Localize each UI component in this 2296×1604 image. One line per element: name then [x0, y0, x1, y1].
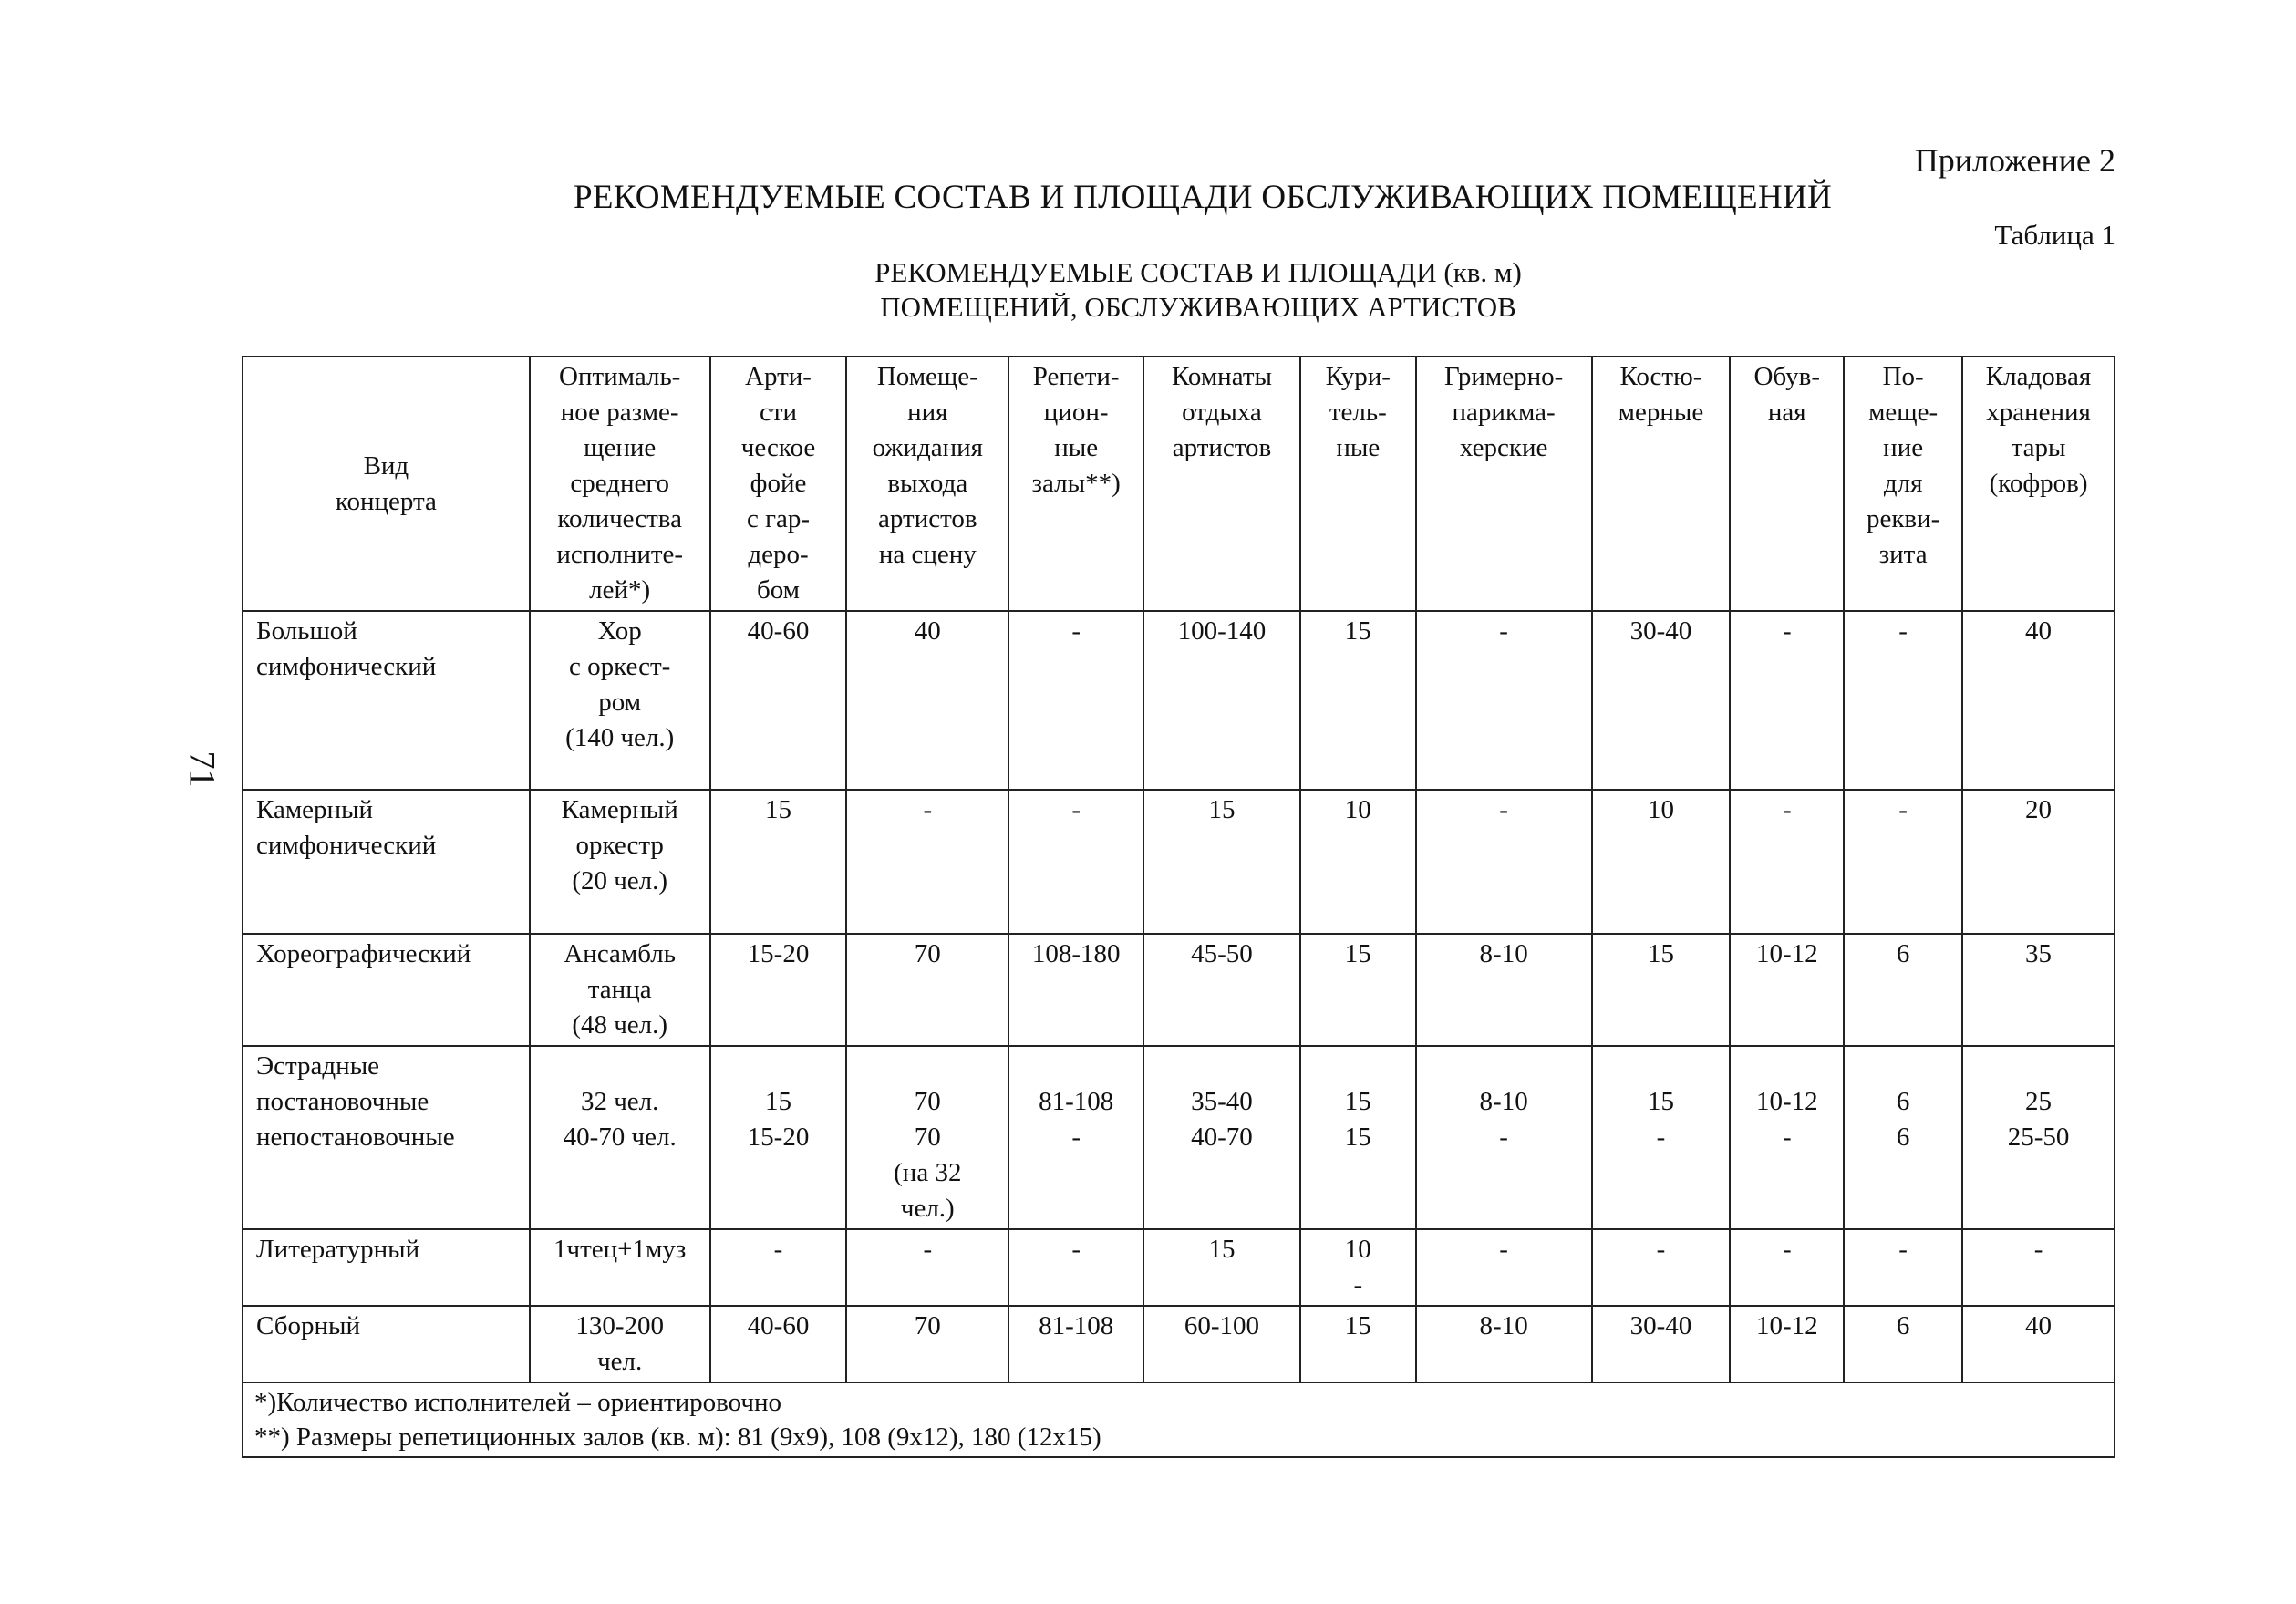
cell-line: 10 [1344, 795, 1371, 824]
header-line: рекви- [1866, 504, 1940, 533]
cell-line: 15 [1647, 1087, 1674, 1116]
table-cell [710, 790, 847, 934]
header-line: Обув- [1753, 362, 1820, 391]
cell-line: 40-70 чел. [563, 1123, 677, 1152]
cell-line: 35-40 [1191, 1087, 1253, 1116]
table-subtitle [0, 255, 2296, 325]
header-line: концерта [335, 486, 437, 516]
table-cell [1592, 934, 1731, 1046]
cell-line: Хор [597, 616, 642, 646]
cell-line: 70 [914, 1087, 941, 1116]
cell-line: 81-108 [1039, 1087, 1114, 1116]
cell-line: 70 [914, 1123, 941, 1152]
column-header-7 [1416, 357, 1592, 611]
column-header-0 [243, 357, 530, 611]
table-cell [1592, 1229, 1731, 1306]
column-header-10 [1844, 357, 1962, 611]
table-cell [710, 1229, 847, 1306]
header-line: сти [759, 398, 798, 427]
cell-line: оркестр [575, 831, 664, 860]
cell-line: - [923, 1235, 933, 1264]
header-line: (кофров) [1989, 469, 2088, 498]
cell-line: 6 [1896, 1311, 1910, 1340]
header-line: ожидания [872, 433, 983, 462]
header-line: с гар- [746, 504, 811, 533]
table-cell [1844, 1229, 1962, 1306]
header-line: зита [1878, 540, 1928, 569]
header-line: бом [756, 575, 801, 605]
cell-line: - [1071, 1123, 1081, 1152]
cell-line: - [1353, 1270, 1363, 1299]
table-cell [846, 1046, 1008, 1229]
table-cell [1416, 1229, 1592, 1306]
table-cell [1592, 1046, 1731, 1229]
table-cell [1730, 1046, 1844, 1229]
cell-line: - [1782, 795, 1792, 824]
cell-line: 70 [914, 1311, 941, 1340]
cell-line [1307, 1049, 1410, 1084]
concert-type-line: симфонический [256, 831, 437, 860]
header-line: залы**) [1031, 469, 1121, 498]
cell-line: чел. [597, 1347, 643, 1376]
header-line: Арти- [745, 362, 812, 391]
page-number: 71 [181, 750, 223, 788]
main-title: РЕКОМЕНДУЕМЫЕ СОСТАВ И ПЛОЩАДИ ОБСЛУЖИВАЮЩИХ ПОМЕЩЕНИЙ [573, 179, 1833, 216]
cell-line: 15 [1344, 616, 1371, 646]
cell-line [1150, 1049, 1294, 1084]
cell-line: (140 чел.) [565, 723, 675, 752]
cell-line: 15 [1208, 795, 1236, 824]
table-cell [1008, 1229, 1143, 1306]
concert-type-line: Эстрадные [256, 1051, 380, 1081]
table-cell [710, 611, 847, 790]
table-row [243, 611, 2115, 790]
table-cell [530, 1306, 710, 1382]
cell-line: (на 32 [894, 1158, 962, 1187]
table-cell [1730, 611, 1844, 790]
cell-line: 60-100 [1184, 1311, 1260, 1340]
cell-line: (48 чел.) [572, 1010, 668, 1040]
header-line: парикма- [1452, 398, 1556, 427]
table-cell [1143, 790, 1300, 934]
cell-line: 6 [1896, 1123, 1910, 1152]
cell-line: - [1499, 795, 1508, 824]
table-cell [1844, 611, 1962, 790]
table-cell [1592, 611, 1731, 790]
table-label: Таблица 1 [1994, 219, 2115, 251]
cell-line: 1чтец+1муз [553, 1235, 687, 1264]
table-cell [530, 790, 710, 934]
table-cell [1143, 1306, 1300, 1382]
cell-line: 40 [2025, 616, 2053, 646]
cell-line: 32 чел. [580, 1087, 659, 1116]
cell-line [1736, 1049, 1837, 1084]
header-line: По- [1882, 362, 1924, 391]
cell-line: - [1898, 616, 1908, 646]
table-cell [1008, 790, 1143, 934]
header-line: хранения [1986, 398, 2091, 427]
cell-line [717, 1049, 841, 1084]
table-cell [1592, 790, 1731, 934]
table-cell [846, 790, 1008, 934]
column-header-9 [1730, 357, 1844, 611]
header-line: для [1883, 469, 1923, 498]
concert-type-cell [243, 1229, 530, 1306]
column-header-6 [1300, 357, 1416, 611]
table-cell [846, 1229, 1008, 1306]
header-line: количества [557, 504, 682, 533]
cell-line: 81-108 [1039, 1311, 1114, 1340]
table-cell [710, 1306, 847, 1382]
cell-line: - [1656, 1235, 1666, 1264]
table-cell [1008, 1306, 1143, 1382]
header-line: цион- [1043, 398, 1109, 427]
table-cell [1730, 934, 1844, 1046]
cell-line: - [1782, 1123, 1792, 1152]
subtitle-line-2: ПОМЕЩЕНИЙ, ОБСЛУЖИВАЮЩИХ АРТИСТОВ [880, 291, 1516, 323]
cell-line [1422, 1049, 1586, 1084]
table-cell [1416, 1046, 1592, 1229]
cell-line: 15 [1647, 939, 1674, 968]
table-cell [1143, 934, 1300, 1046]
table-cell [1008, 934, 1143, 1046]
cell-line: - [1071, 616, 1081, 646]
table-cell [1416, 611, 1592, 790]
table-cell [1962, 611, 2115, 790]
table-header-row [243, 357, 2115, 611]
cell-line: - [1782, 616, 1792, 646]
cell-line: 10 [1647, 795, 1674, 824]
cell-line: Ансамбль [564, 939, 677, 968]
concert-type-line: Хореографический [256, 939, 471, 968]
cell-line: 25-50 [2007, 1123, 2070, 1152]
cell-line: 100-140 [1177, 616, 1267, 646]
table-row [243, 790, 2115, 934]
table-cell [530, 611, 710, 790]
note-1: *)Количество исполнителей – ориентировочно [254, 1388, 782, 1417]
cell-line: 30-40 [1629, 1311, 1692, 1340]
header-line: деро- [748, 540, 809, 569]
header-line: тель- [1329, 398, 1387, 427]
header-line: ные [1054, 433, 1099, 462]
cell-line [1969, 1049, 2108, 1084]
cell-line: 25 [2025, 1087, 2053, 1116]
concert-type-line: Сборный [256, 1311, 360, 1340]
table-cell [1962, 790, 2115, 934]
table-cell [1416, 790, 1592, 934]
cell-line: 10-12 [1755, 1311, 1818, 1340]
notes-cell [243, 1382, 2115, 1457]
cell-line: - [2033, 1235, 2043, 1264]
cell-line: 15 [765, 1087, 791, 1116]
cell-line: - [923, 795, 933, 824]
cell-line: 6 [1896, 939, 1910, 968]
table-cell [1730, 1306, 1844, 1382]
concert-type-cell [243, 934, 530, 1046]
cell-line: - [1499, 616, 1508, 646]
header-line: артистов [1172, 433, 1272, 462]
table-cell [1300, 934, 1416, 1046]
table-cell [1300, 790, 1416, 934]
table-cell [530, 1229, 710, 1306]
cell-line: 70 [914, 939, 941, 968]
cell-line: чел.) [900, 1194, 955, 1223]
table-cell [1592, 1306, 1731, 1382]
table-cell [1730, 790, 1844, 934]
header-line: ние [1883, 433, 1924, 462]
header-line: Комнаты [1171, 362, 1272, 391]
table-cell [1730, 1229, 1844, 1306]
column-header-1 [530, 357, 710, 611]
cell-line: 15-20 [747, 1123, 810, 1152]
appendix-label: Приложение 2 [1914, 142, 2115, 179]
table-cell [1143, 1229, 1300, 1306]
concert-type-line: непостановочные [256, 1123, 455, 1152]
cell-line: 6 [1896, 1087, 1910, 1116]
header-line: исполните- [556, 540, 684, 569]
table-cell [846, 1306, 1008, 1382]
cell-line: 15 [1344, 1087, 1371, 1116]
cell-line: 15-20 [747, 939, 810, 968]
cell-line: 10 [1344, 1235, 1371, 1264]
header-line: меще- [1868, 398, 1939, 427]
table-cell [1962, 1306, 2115, 1382]
cell-line: - [1071, 1235, 1081, 1264]
cell-line: - [1898, 795, 1908, 824]
column-header-2 [710, 357, 847, 611]
cell-line [1850, 1049, 1956, 1084]
cell-line: 15 [765, 795, 791, 824]
header-line: Гримерно- [1443, 362, 1564, 391]
cell-line: - [1071, 795, 1081, 824]
notes-row [243, 1382, 2115, 1457]
table-cell [1844, 790, 1962, 934]
header-line: ния [907, 398, 948, 427]
concert-type-cell [243, 611, 530, 790]
header-line: отдыха [1182, 398, 1262, 427]
subtitle-line-1: РЕКОМЕНДУЕМЫЕ СОСТАВ И ПЛОЩАДИ (кв. м) [874, 256, 1522, 288]
header-line: ное разме- [560, 398, 679, 427]
cell-line: - [1499, 1123, 1508, 1152]
header-line: Костю- [1619, 362, 1702, 391]
table-cell [1300, 1229, 1416, 1306]
header-line: лей*) [589, 575, 651, 605]
cell-line: - [1499, 1235, 1508, 1264]
column-header-4 [1008, 357, 1143, 611]
rooms-table [242, 356, 2115, 1458]
cell-line: танца [587, 975, 652, 1004]
header-line: херские [1459, 433, 1548, 462]
cell-line: 10-12 [1755, 1087, 1818, 1116]
header-line: выхода [887, 469, 968, 498]
cell-line: 15 [1344, 1123, 1371, 1152]
table-cell [1300, 1306, 1416, 1382]
header-line: артистов [878, 504, 977, 533]
cell-line: 40 [914, 616, 941, 646]
concert-type-line: постановочные [256, 1087, 429, 1116]
cell-line: - [1656, 1123, 1666, 1152]
cell-line [536, 1049, 704, 1084]
cell-line: 10-12 [1755, 939, 1818, 968]
table-row [243, 934, 2115, 1046]
header-line: Репети- [1032, 362, 1120, 391]
concert-type-line: Литературный [256, 1235, 420, 1264]
cell-line: 15 [1344, 1311, 1371, 1340]
cell-line: 8-10 [1479, 939, 1528, 968]
header-line: мерные [1618, 398, 1704, 427]
cell-line: 15 [1208, 1235, 1236, 1264]
header-line: Кладовая [1985, 362, 2092, 391]
table-row [243, 1229, 2115, 1306]
concert-type-cell [243, 790, 530, 934]
cell-line: Камерный [561, 795, 678, 824]
table-cell [1962, 1229, 2115, 1306]
table-cell [1008, 611, 1143, 790]
table-cell [1962, 1046, 2115, 1229]
header-line: Вид [363, 450, 409, 481]
header-line: Кури- [1325, 362, 1391, 391]
cell-line [1598, 1049, 1724, 1084]
concert-type-cell [243, 1046, 530, 1229]
cell-line: 30-40 [1629, 616, 1692, 646]
cell-line: 35 [2025, 939, 2053, 968]
cell-line: 40-60 [747, 616, 810, 646]
cell-line: 8-10 [1479, 1087, 1528, 1116]
table-cell [1143, 1046, 1300, 1229]
table-cell [1844, 1306, 1962, 1382]
column-header-5 [1143, 357, 1300, 611]
table-cell [1844, 1046, 1962, 1229]
header-line: Оптималь- [559, 362, 681, 391]
concert-type-line: Камерный [256, 795, 374, 824]
table-cell [1008, 1046, 1143, 1229]
cell-line: 40 [2025, 1311, 2053, 1340]
cell-line: 108-180 [1031, 939, 1121, 968]
cell-line [1015, 1049, 1137, 1084]
header-line: щение [584, 433, 657, 462]
cell-line: - [1782, 1235, 1792, 1264]
concert-type-line: симфонический [256, 652, 437, 681]
table-cell [710, 1046, 847, 1229]
table-cell [1300, 611, 1416, 790]
table-cell [530, 934, 710, 1046]
column-header-11 [1962, 357, 2115, 611]
table-cell [530, 1046, 710, 1229]
header-line: на сцену [878, 540, 977, 569]
table-row [243, 1306, 2115, 1382]
table-cell [1962, 934, 2115, 1046]
header-line: Помеще- [876, 362, 978, 391]
concert-type-line: Большой [256, 616, 357, 646]
table-cell [846, 611, 1008, 790]
table-cell [710, 934, 847, 1046]
column-header-8 [1592, 357, 1731, 611]
cell-line: 130-200 [575, 1311, 665, 1340]
cell-line: (20 чел.) [572, 866, 668, 895]
header-line: ные [1336, 433, 1381, 462]
header-line: тары [2011, 433, 2066, 462]
header-line: среднего [570, 469, 670, 498]
table-cell [1416, 1306, 1592, 1382]
cell-line: с оркест- [569, 652, 671, 681]
table-cell [1844, 934, 1962, 1046]
cell-line: - [1898, 1235, 1908, 1264]
table-cell [846, 934, 1008, 1046]
note-2: **) Размеры репетиционных залов (кв. м): 81 (9х9), 108 (9х12), 180 (12х15) [254, 1423, 1101, 1452]
cell-line: 45-50 [1191, 939, 1253, 968]
table-cell [1143, 611, 1300, 790]
table-cell [1416, 934, 1592, 1046]
cell-line [853, 1049, 1002, 1084]
cell-line: - [773, 1235, 783, 1264]
cell-line: ром [598, 688, 642, 717]
cell-line: 15 [1344, 939, 1371, 968]
column-header-3 [846, 357, 1008, 611]
cell-line: 20 [2025, 795, 2053, 824]
concert-type-cell [243, 1306, 530, 1382]
cell-line: 40-60 [747, 1311, 810, 1340]
header-line: фойе [750, 469, 807, 498]
header-line: ческое [740, 433, 816, 462]
cell-line: 8-10 [1479, 1311, 1528, 1340]
table-cell [1300, 1046, 1416, 1229]
table-row [243, 1046, 2115, 1229]
cell-line: 40-70 [1191, 1123, 1253, 1152]
header-line: ная [1767, 398, 1806, 427]
